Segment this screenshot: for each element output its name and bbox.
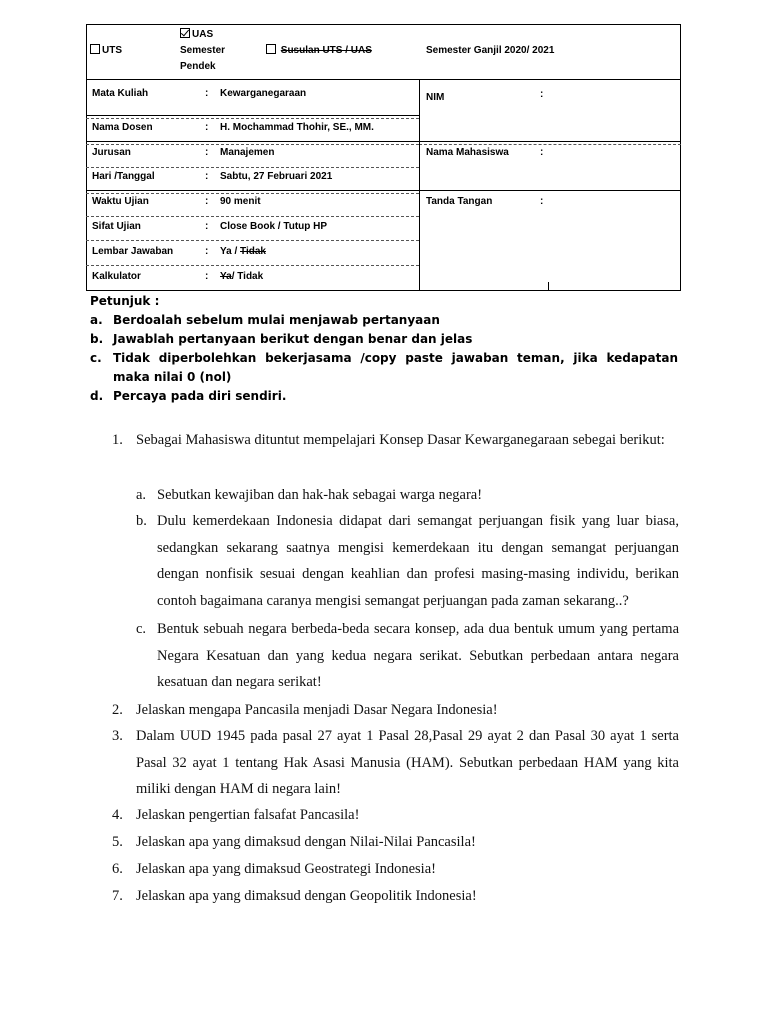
row-divider — [86, 193, 419, 194]
nama-dosen-value: H. Mochammad Thohir, SE., MM. — [220, 122, 374, 133]
checkbox-icon — [90, 44, 100, 54]
row-divider — [86, 167, 419, 168]
colon: : — [205, 246, 209, 257]
uas-option: UAS — [180, 28, 213, 42]
waktu-ujian-value: 90 menit — [220, 196, 261, 207]
header-divider — [86, 79, 681, 80]
column-divider — [419, 79, 420, 291]
nama-dosen-label: Nama Dosen — [92, 122, 153, 133]
row-divider — [86, 216, 419, 217]
row-divider — [86, 240, 419, 241]
hari-tanggal-value: Sabtu, 27 Februari 2021 — [220, 171, 333, 182]
susulan-option: Susulan UTS / UAS — [266, 44, 372, 58]
kalkulator-label: Kalkulator — [92, 271, 141, 282]
semester-pendek-line1: Semester — [180, 45, 226, 56]
row-divider — [419, 144, 681, 145]
row-divider — [86, 190, 419, 191]
colon: : — [205, 171, 209, 182]
colon: : — [540, 196, 544, 207]
sifat-ujian-value: Close Book / Tutup HP — [220, 221, 328, 232]
row-divider — [86, 141, 681, 142]
tanda-tangan-label: Tanda Tangan — [426, 196, 493, 207]
colon: : — [205, 271, 209, 282]
row-divider — [86, 265, 419, 266]
colon: : — [205, 88, 209, 99]
waktu-ujian-label: Waktu Ujian — [92, 196, 149, 207]
kalkulator-value: Ya/ Tidak — [220, 271, 264, 282]
exam-header-table — [86, 24, 681, 291]
instruction-item: b. Jawablah pertanyaan berikut dengan benar dan jelas — [90, 332, 473, 346]
instruction-item: a. Berdoalah sebelum mulai menjawab pertanyaan — [90, 313, 440, 327]
instruction-item: d. Percaya pada diri sendiri. — [90, 389, 287, 403]
row-divider — [419, 190, 681, 191]
exam-sheet: UTS UAS Semester Pendek Susulan UTS / UAS Semester Ganjil 2020/ 2021 Mata Kuliah : Kewarganegaraan Nama Dosen : H. Mochammad Thohir, SE., MM. Jurusan : Manajemen Hari /Tanggal : Sabtu, 27 Februari 2021 Waktu Ujian : 90 menit Sifat Ujian : Close Book / Tutup HP Lembar Jawaban : Ya / Tidak Kalkulator : Ya/ Tidak NIM : Nama Mahasiswa : Tanda Tangan : Petunjuk : a. Berdoalah sebelum mulai menjawab pertanyaan b. Jawablah pertanyaan berikut dengan benar dan jelas c. Tidak diperbolehkan bekerjasama /copy paste jawaban teman, jika kedapatan maka nilai 0 (nol) d. Percaya pada diri sendiri. 1. Sebagai Mahasiswa dituntut mempelajari Konsep Dasar Kewarganegaraan sebegai berikut: a. Sebutkan kewajiban dan hak-hak sebagai warga negara! b. Dulu kemerdekaan Indonesia didapat dari semangat perjuangan fisik yang luar biasa, sedangkan sekarang saatnya mengisi kemerdekaan itu dengan semangat perjuangan dengan nonfisik sesuai dengan keahlian dan profesi masing-masing individu, berikan contoh bagaimana caranya mengisi semangat perjuangan pada zaman sekarang..? c. Bentuk sebuah negara berbeda-beda secara konsep, ada dua bentuk umum yang pertama Negara Kesatuan dan yang kedua negara serikat. Sebutkan perbedaan antara negara kesatuan dan negara serikat! 2. Jelaskan mengapa Pancasila menjadi Dasar Negara Indonesia! 3. Dalam UUD 1945 pada pasal 27 ayat 1 Pasal 28,Pasal 29 ayat 2 dan Pasal 30 ayat 1 serta Pasal 32 ayat 1 tentang Hak Asasi Manusia (HAM). Sebutkan perbedaan HAM yang kita miliki dengan HAM di negara lain! 4. Jelaskan pengertian falsafat Pancasila! 5. Jelaskan apa yang dimaksud dengan Nilai-Nilai Pancasila! 6. Jelaskan apa yang dimaksud Geostrategi Indonesia! 7. Jelaskan apa yang dimaksud dengan Geopolitik Indonesia! — [0, 0, 768, 1024]
colon: : — [205, 122, 209, 133]
colon: : — [540, 147, 544, 158]
column-divider — [548, 282, 549, 291]
jurusan-label: Jurusan — [92, 147, 131, 158]
row-divider — [86, 144, 419, 145]
lembar-jawaban-value: Ya / Tidak — [220, 246, 266, 257]
colon: : — [205, 196, 209, 207]
semester-pendek-line2: Pendek — [180, 61, 216, 72]
row-divider — [86, 118, 419, 119]
sifat-ujian-label: Sifat Ujian — [92, 221, 141, 232]
colon: : — [205, 221, 209, 232]
semester-label: Semester Ganjil 2020/ 2021 — [426, 45, 555, 56]
colon: : — [205, 147, 209, 158]
colon: : — [540, 89, 544, 100]
instructions-title: Petunjuk : — [90, 294, 160, 308]
mata-kuliah-value: Kewarganegaraan — [220, 88, 307, 99]
uts-option: UTS — [90, 44, 122, 58]
nim-label: NIM — [426, 92, 445, 103]
nama-mahasiswa-label: Nama Mahasiswa — [426, 147, 509, 158]
hari-tanggal-label: Hari /Tanggal — [92, 171, 155, 182]
row-divider — [86, 115, 419, 116]
lembar-jawaban-label: Lembar Jawaban — [92, 246, 174, 257]
checked-checkbox-icon — [180, 28, 190, 38]
jurusan-value: Manajemen — [220, 147, 275, 158]
mata-kuliah-label: Mata Kuliah — [92, 88, 149, 99]
instruction-item: c. Tidak diperbolehkan bekerjasama /copy paste jawaban teman, jika kedapatan maka nilai 0 (nol) — [90, 351, 678, 384]
checkbox-icon — [266, 44, 276, 54]
